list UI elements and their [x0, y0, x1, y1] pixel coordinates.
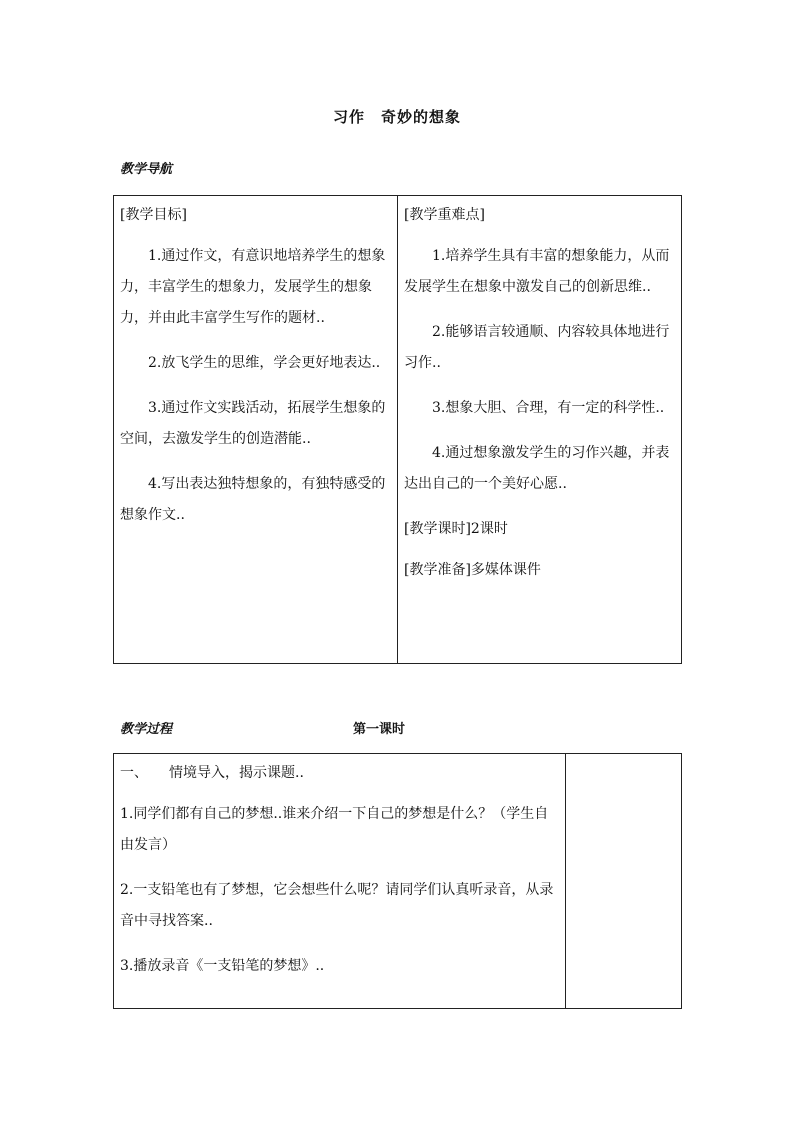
lesson-heading: 第一课时 [353, 722, 406, 737]
keypoint-item: 3.想象大胆、合理，有一定的科学性.. [432, 400, 665, 416]
document-title: 习作 奇妙的想象 [332, 108, 461, 126]
objectives-cell [114, 196, 398, 664]
section-heading-navigation: 教学导航 [120, 162, 173, 177]
process-table [113, 753, 682, 1009]
teaching-preparation: [教学准备]多媒体课件 [404, 562, 541, 578]
objective-item: 4.写出表达独特想象的，有独特感受的想象作文.. [120, 476, 386, 523]
process-item: 3.播放录音《一支铅笔的梦想》.. [120, 958, 325, 974]
keypoints-label: [教学重难点] [404, 207, 485, 223]
process-content-cell [114, 754, 566, 1009]
process-step-title: 一、 情境导入，揭示课题.. [120, 765, 304, 781]
keypoint-item: 1.培养学生具有丰富的想象能力，从而发展学生在想象中激发自己的创新思维.. [404, 248, 670, 295]
objective-item: 2.放飞学生的思维，学会更好地表达.. [148, 355, 381, 371]
lesson-hours: [教学课时]2课时 [404, 521, 508, 537]
objective-item: 1.通过作文，有意识地培养学生的想象力，丰富学生的想象力，发展学生的想象力，并由此丰富学生写作的题材.. [120, 248, 386, 326]
keypoints-cell [398, 196, 682, 664]
objective-item: 3.通过作文实践活动，拓展学生想象的空间，去激发学生的创造潜能.. [120, 400, 386, 447]
navigation-table [113, 195, 682, 664]
process-item: 1.同学们都有自己的梦想..谁来介绍一下自己的梦想是什么？（学生自由发言） [120, 806, 549, 853]
section-heading-process: 教学过程 [120, 722, 173, 737]
keypoint-item: 2.能够语言较通顺、内容较具体地进行习作.. [404, 324, 670, 371]
process-notes-cell [566, 754, 682, 1009]
process-item: 2.一支铅笔也有了梦想，它会想些什么呢？请同学们认真听录音，从录音中寻找答案.. [120, 882, 554, 929]
objectives-label: [教学目标] [120, 207, 187, 223]
keypoint-item: 4.通过想象激发学生的习作兴趣，并表达出自己的一个美好心愿.. [404, 445, 670, 492]
